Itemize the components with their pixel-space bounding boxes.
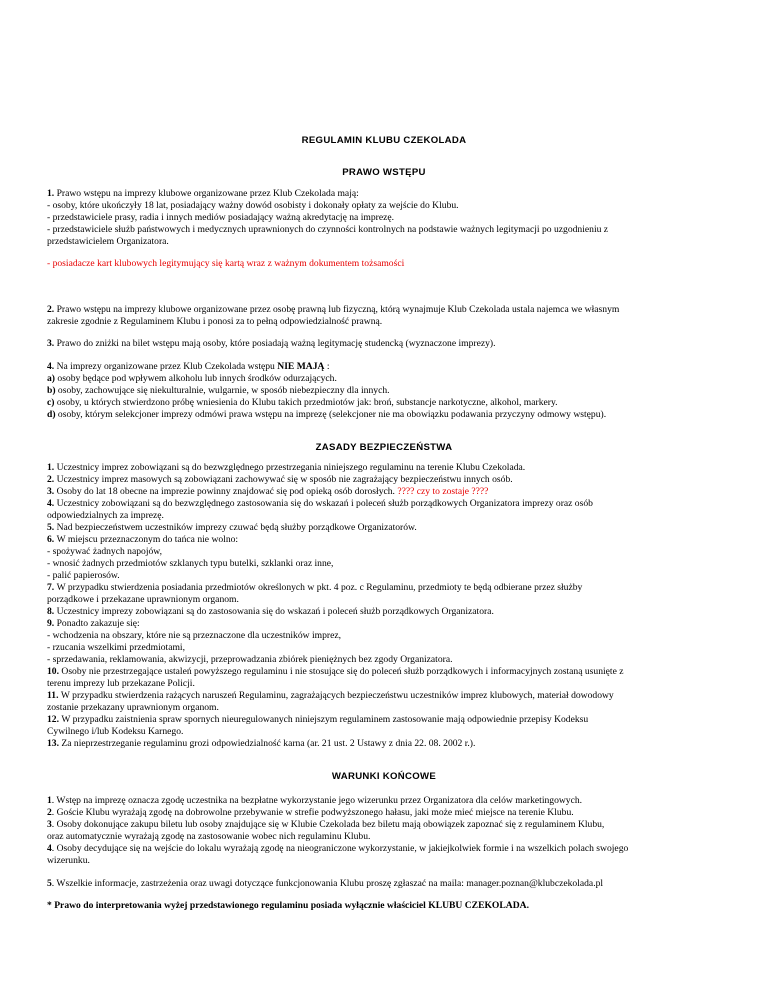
final-line-6: wizerunku. <box>47 855 90 866</box>
entry-point-4-heading: 4. Na imprezy organizowane przez Klub Czekolada wstępu NIE MAJĄ : <box>47 361 330 372</box>
safety-line-24: 13. Za nieprzestrzeganie regulaminu grozi odpowiedzialność karna (ar. 21 ust. 2 Ustawy z dnia 22. 08. 2002 r.). <box>47 738 476 749</box>
safety-line-16: - rzucania wszelkimi przedmiotami, <box>47 642 185 653</box>
safety-line-10: - palić papierosów. <box>47 570 120 581</box>
safety-line-4: 4. Uczestnicy zobowiązani są do bezwzględnego zastosowania się do wskazań i poleceń służb porządkowych Organizatora imprezy oraz osób <box>47 498 593 509</box>
entry-point-2-line-2: zakresie zgodnie z Regulaminem Klubu i ponosi za to pełną odpowiedzialność prawną. <box>47 316 383 327</box>
safety-line-14: 9. Ponadto zakazuje się: <box>47 618 140 629</box>
entry-point-1-line-2: - osoby, które ukończyły 18 lat, posiadający ważny dowód osobisty i dokonały opłaty za wejście do Klubu. <box>47 200 459 211</box>
safety-line-18: 10. Osoby nie przestrzegające ustaleń powyższego regulaminu i nie stosujące się do poleceń służb porządkowych i informacyjnych zostaną usunięte z <box>47 666 624 677</box>
safety-line-15: - wchodzenia na obszary, które nie są przeznaczone dla uczestników imprez, <box>47 630 341 641</box>
entry-point-1-line-5: przedstawicielem Organizatora. <box>47 236 169 247</box>
safety-line-7: 6. W miejscu przeznaczonym do tańca nie wolno: <box>47 534 239 545</box>
safety-line-6: 5. Nad bezpieczeństwem uczestników imprezy czuwać będą służby porządkowe Organizatorów. <box>47 522 417 533</box>
safety-line-23: Cywilnego i/lub Kodeksu Karnego. <box>47 726 184 737</box>
entry-point-1-line-1: 1. Prawo wstępu na imprezy klubowe organizowane przez Klub Czekolada mają: <box>47 188 359 199</box>
interpretation-note: * Prawo do interpretowania wyżej przedstawionego regulaminu posiada wyłącznie właściciel KLUBU CZEKOLADA. <box>47 900 529 911</box>
safety-line-11: 7. W przypadku stwierdzenia posiadania przedmiotów określonych w pkt. 4 poz. c Regulaminu, przedmioty te będą odbierane przez służby <box>47 582 583 593</box>
entry-point-4-c: c) osoby, u których stwierdzono próbę wniesienia do Klubu takich przedmiotów jak: broń, substancje narkotyczne, alkohol, markery. <box>47 397 558 408</box>
entry-card-holders-note: - posiadacze kart klubowych legitymujący się kartą wraz z ważnym dokumentem tożsamości <box>47 258 405 269</box>
final-line-contact: 5. Wszelkie informacje, zastrzeżenia oraz uwagi dotyczące funkcjonowania Klubu proszę zgłaszać na maila: manager.poznan@klubczekolada.pl <box>47 878 604 889</box>
safety-line-2: 2. Uczestnicy imprez masowych są zobowiązani zachowywać się w sposób nie zagrażający bezpieczeństwu innych osób. <box>47 474 513 485</box>
entry-point-4-a: a) osoby będące pod wpływem alkoholu lub innych środków odurzających. <box>47 373 337 384</box>
safety-line-19: terenu imprezy lub przekazane Policji. <box>47 678 195 689</box>
safety-line-9: - wnosić żadnych przedmiotów szklanych typu butelki, szklanki oraz inne, <box>47 558 334 569</box>
final-line-3: 3. Osoby dokonujące zakupu biletu lub osoby znajdujące się w Klubie Czekolada bez biletu mają obowiązek zapoznać się z regulaminem Klubu, <box>47 819 605 830</box>
section-heading-entry: PRAWO WSTĘPU <box>342 167 426 178</box>
safety-line-22: 12. W przypadku zaistnienia spraw spornych nieuregulowanych niniejszym regulaminem zastosowanie mają odpowiednie przepisy Kodeksu <box>47 714 589 725</box>
safety-line-8: - spożywać żadnych napojów, <box>47 546 162 557</box>
safety-line-13: 8. Uczestnicy imprezy zobowiązani są do zastosowania się do wskazań i poleceń służb porządkowych Organizatora. <box>47 606 494 617</box>
safety-line-1: 1. Uczestnicy imprez zobowiązani są do bezwzględnego przestrzegania niniejszego regulaminu na terenie Klubu Czekolada. <box>47 462 526 473</box>
entry-point-1-line-3: - przedstawiciele prasy, radia i innych mediów posiadający ważną akredytację na imprezę. <box>47 212 394 223</box>
entry-point-3: 3. Prawo do zniżki na bilet wstępu mają osoby, które posiadają ważną legitymację studencką (wyznaczone imprezy). <box>47 338 496 349</box>
safety-line-5: odpowiedzialnych za imprezę. <box>47 510 164 521</box>
section-heading-safety: ZASADY BEZPIECZEŃSTWA <box>315 442 453 453</box>
section-heading-final: WARUNKI KOŃCOWE <box>331 771 437 782</box>
final-line-5: 4. Osoby decydujące się na wejście do lokalu wyrażają zgodę na nieograniczone wykorzystanie, w jakiejkolwiek formie i na wszelkich polach swojego <box>47 843 629 854</box>
final-line-4: oraz automatycznie wyrażają zgodę na zastosowanie wobec nich regulaminu Klubu. <box>47 831 371 842</box>
final-line-2: 2. Goście Klubu wyrażają zgodę na dobrowolne przebywanie w strefie podwyższonego hałasu, jaki może mieć miejsce na terenie Klubu. <box>47 807 574 818</box>
entry-point-1-line-4: - przedstawiciele służb państwowych i medycznych uprawnionych do czynności kontrolnych na podstawie ważnych legitymacji po uzgodnieniu z <box>47 224 609 235</box>
safety-line-3: 3. Osoby do lat 18 obecne na imprezie powinny znajdować się pod opieką osób dorosłych. ???? czy to zostaje ???? <box>47 486 489 497</box>
entry-point-4-b: b) osoby, zachowujące się niekulturalnie, wulgarnie, w sposób niebezpieczny dla innych. <box>47 385 390 396</box>
safety-line-17: - sprzedawania, reklamowania, akwizycji, przeprowadzania zbiórek pieniężnych bez zgody Organizatora. <box>47 654 453 665</box>
safety-line-21: zostanie przekazany uprawnionym organom. <box>47 702 219 713</box>
document-title: REGULAMIN KLUBU CZEKOLADA <box>301 135 467 146</box>
entry-point-4-d: d) osoby, którym selekcjoner imprezy odmówi prawa wstępu na imprezę (selekcjoner nie ma obowiązku podawania przyczyny odmowy wstępu). <box>47 409 607 420</box>
entry-point-2-line-1: 2. Prawo wstępu na imprezy klubowe organizowane przez osobę prawną lub fizyczną, którą wynajmuje Klub Czekolada ustala najemca we własnym <box>47 304 620 315</box>
safety-line-12: porządkowe i przekazane uprawnionym organom. <box>47 594 239 605</box>
final-line-1: 1. Wstęp na imprezę oznacza zgodę uczestnika na bezpłatne wykorzystanie jego wizerunku przez Organizatora dla celów marketingowych. <box>47 795 583 806</box>
safety-line-20: 11. W przypadku stwierdzenia rażących naruszeń Regulaminu, zagrażających bezpieczeństwu uczestników imprez klubowych, materiał dowodowy <box>47 690 614 701</box>
